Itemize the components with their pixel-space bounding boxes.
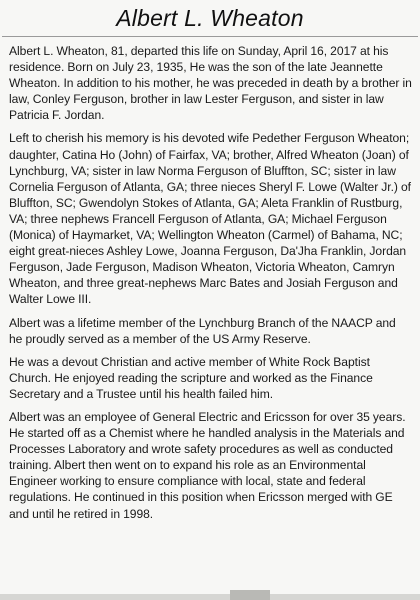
obituary-title: Albert L. Wheaton (116, 5, 304, 31)
obituary-body (0, 37, 420, 522)
paragraph-career: Albert was an employee of General Electric and Ericsson for over 35 years. He started off as a Chemist where he handled analysis in the Materials and Processes Laboratory and wrote safety procedures as well as conducted training. Albert then went on to expand his role as an Environmental Engineer working to ensure compliance with local, state and federal regulations. He continued in this position when Ericsson merged with GE and until he retired in 1998. (9, 409, 406, 521)
paragraph-survivors: Left to cherish his memory is his devoted wife Pedether Ferguson Wheaton; daughter, Catina Ho (John) of Fairfax, VA; brother, Alfred Wheaton (Joan) of Lynchburg, VA; sister in law Norma Ferguson of Bluffton, SC; sister in law Cornelia Ferguson of Atlanta, GA; three nieces Sheryl F. Lowe (Walter Jr.) of Bluffton, SC; Gwendolyn Stokes of Atlanta, GA; Aleta Franklin of Rustburg, VA; three nephews Francell Ferguson of Atlanta, GA; Michael Ferguson (Monica) of Haymarket, VA; Wellington Wheaton (Carmel) of Bahama, NC; eight great-nieces Ashley Lowe, Joanna Ferguson, Da'Jha Franklin, Jordan Ferguson, Jade Ferguson, Madison Wheaton, Victoria Wheaton, Camryn Wheaton, and three great-nephews Marc Bates and Josiah Ferguson and Walter Lowe III. (9, 131, 411, 307)
page-bottom-shadow (230, 590, 270, 600)
paragraph-church: He was a devout Christian and active member of White Rock Baptist Church. He enjoyed reading the scripture and worked as the Finance Secretary and a Trustee until his health failed him. (9, 354, 373, 401)
page-bottom-edge (0, 594, 420, 600)
paragraph-biography: Albert L. Wheaton, 81, departed this life on Sunday, April 16, 2017 at his residence. Born on July 23, 1935, He was the son of the late Jeannette Wheaton. In addition to his mother, he was preceded in death by a brother in law, Conley Ferguson, brother in law Lester Ferguson, and sister in law Patricia F. Jordan. (9, 44, 412, 123)
paragraph-membership: Albert was a lifetime member of the Lynchburg Branch of the NAACP and he proudly served as a member of the US Army Reserve. (9, 315, 396, 346)
